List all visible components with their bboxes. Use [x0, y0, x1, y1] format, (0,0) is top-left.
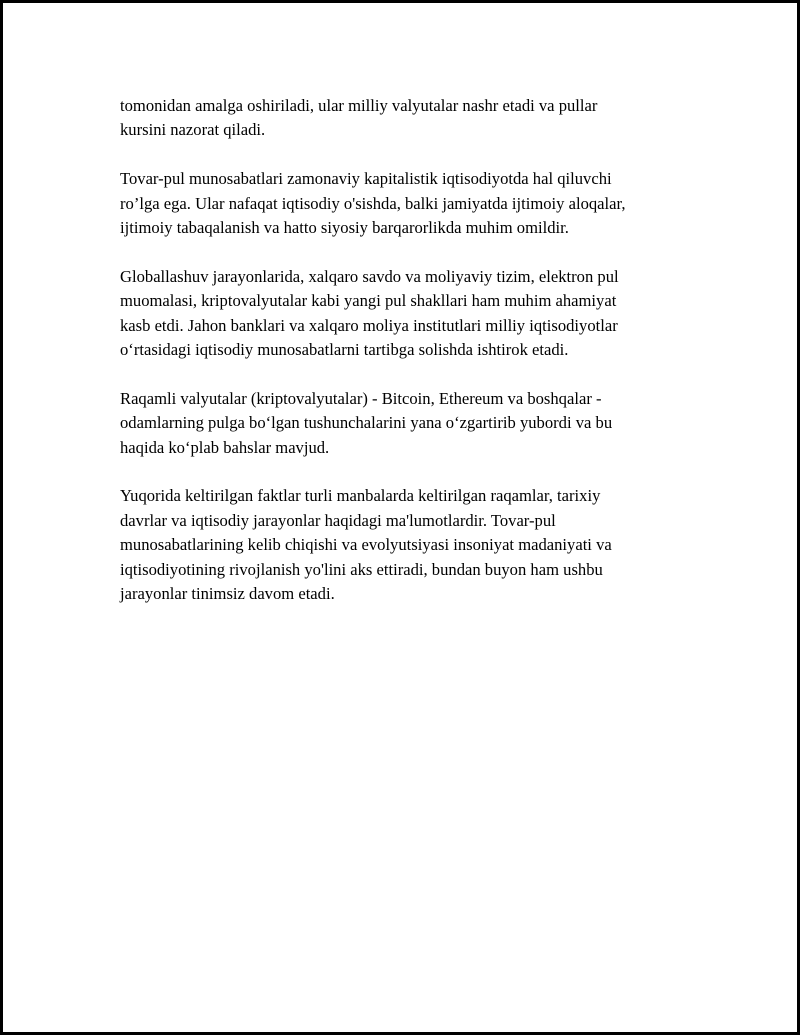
- paragraph-5: [120, 484, 690, 606]
- text-line: odamlarning pulga bo‘lgan tushunchalarini yana o‘zgartirib yubordi va bu: [120, 413, 613, 433]
- text-line: Globallashuv jarayonlarida, xalqaro savdo va moliyaviy tizim, elektron pul: [120, 266, 619, 286]
- document-body: [120, 94, 690, 631]
- text-line: ro’lga ega. Ular nafaqat iqtisodiy o'sishda, balki jamiyatda ijtimoiy aloqalar,: [120, 193, 626, 213]
- text-line: haqida ko‘plab bahslar mavjud.: [120, 437, 330, 457]
- text-line: munosabatlarining kelib chiqishi va evolyutsiyasi insoniyat madaniyati va: [120, 535, 612, 555]
- paragraph-4: [120, 387, 690, 460]
- text-line: Yuqorida keltirilgan faktlar turli manbalarda keltirilgan raqamlar, tarixiy: [120, 486, 601, 506]
- text-line: Tovar-pul munosabatlari zamonaviy kapitalistik iqtisodiyotda hal qiluvchi: [120, 169, 612, 189]
- text-line: muomalasi, kriptovalyutalar kabi yangi pul shakllari ham muhim ahamiyat: [120, 291, 617, 311]
- text-line: kursini nazorat qiladi.: [120, 120, 266, 140]
- text-line: jarayonlar tinimsiz davom etadi.: [120, 584, 335, 604]
- text-line: o‘rtasidagi iqtisodiy munosabatlarni tartibga solishda ishtirok etadi.: [120, 340, 569, 360]
- text-line: iqtisodiyotining rivojlanish yo'lini aks ettiradi, bundan buyon ham ushbu: [120, 559, 603, 579]
- text-line: Raqamli valyutalar (kriptovalyutalar) - Bitcoin, Ethereum va boshqalar -: [120, 388, 602, 408]
- text-line: davrlar va iqtisodiy jarayonlar haqidagi ma'lumotlardir. Tovar-pul: [120, 510, 556, 530]
- text-line: tomonidan amalga oshiriladi, ular milliy valyutalar nashr etadi va pullar: [120, 96, 598, 115]
- paragraph-1: [120, 94, 690, 143]
- text-line: ijtimoiy tabaqalanish va hatto siyosiy barqarorlikda muhim omildir.: [120, 218, 569, 238]
- paragraph-2: [120, 167, 690, 240]
- paragraph-3: [120, 265, 690, 363]
- text-line: kasb etdi. Jahon banklari va xalqaro moliya institutlari milliy iqtisodiyotlar: [120, 315, 618, 335]
